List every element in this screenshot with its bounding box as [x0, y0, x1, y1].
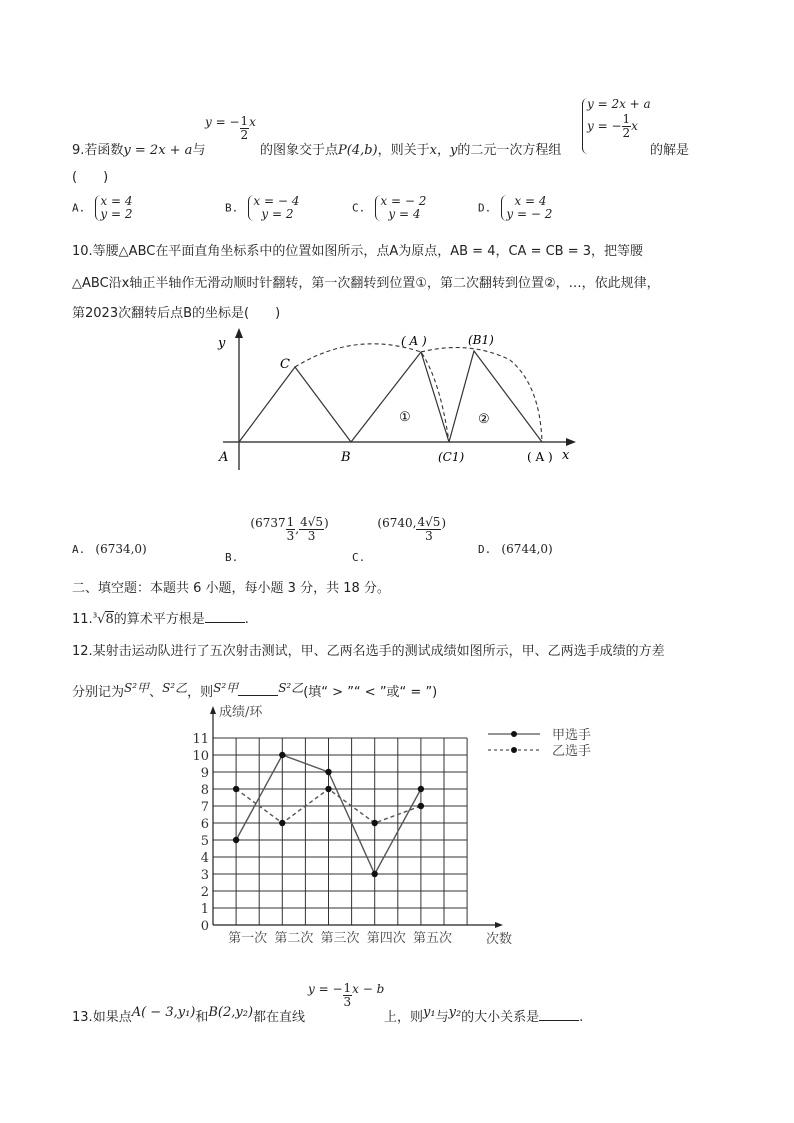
score-line-chart [190, 700, 620, 955]
x-axis-title: 次数 [486, 932, 513, 947]
fig-label-position-1: ① [399, 410, 411, 425]
data-point [372, 871, 378, 877]
question-9: 9.若函数y = 2x + a与 [72, 143, 206, 158]
question-11: 11.$^3$√8的算术平方根是 . [72, 611, 249, 627]
data-point [233, 786, 239, 792]
fig-label-position-2: ② [478, 412, 490, 427]
data-point [325, 769, 331, 775]
q10-line-2: △ABC沿x轴正半轴作无滑动顺时针翻转，第一次翻转到位置①，第二次翻转到位置②，…，依此规律， [72, 276, 660, 291]
section-heading-fill-in: 二、填空题：本题共 6 小题，每小题 3 分，共 18 分。 [72, 581, 390, 596]
q12-answer-blank[interactable] [238, 683, 278, 696]
legend-label: 乙选手 [552, 744, 592, 759]
legend-label: 甲选手 [552, 728, 592, 743]
svg-text:第二次: 第二次 [274, 931, 314, 946]
fig-label-b1: (B1) [468, 333, 494, 347]
data-point [279, 820, 285, 826]
y-axis-title: 成绩/环 [219, 705, 263, 720]
svg-text:9: 9 [200, 766, 209, 781]
q9-option-c[interactable]: C. x = − 2 y = 4 [352, 194, 427, 221]
q11-answer-blank[interactable] [205, 610, 245, 623]
svg-text:11: 11 [192, 732, 209, 747]
svg-text:7: 7 [200, 800, 209, 815]
fig-label-b: B [341, 450, 351, 465]
q9-function-2: y = − $\frac{1}{2}$ x [205, 114, 256, 142]
svg-text:第一次: 第一次 [228, 931, 268, 946]
q10-option-a[interactable]: A. (6734,0) [72, 542, 147, 556]
q13-line-equation: y = − $\frac{1}{3}$ x − b [308, 981, 385, 1009]
fig-label-c: C [280, 357, 290, 372]
svg-text:6: 6 [200, 817, 209, 832]
q9-point: P(4,b) [338, 143, 378, 158]
q9-answer-paren: ( ) [72, 170, 109, 185]
fig-label-x: x [562, 448, 570, 463]
fig-label-a: A [219, 450, 229, 465]
data-point [418, 803, 424, 809]
q13-answer-blank[interactable] [539, 1008, 579, 1021]
data-point [372, 820, 378, 826]
fig-label-a-top: ( A ) [401, 334, 427, 348]
svg-text:第四次: 第四次 [366, 931, 406, 946]
svg-text:第三次: 第三次 [320, 931, 360, 946]
q10-triangle-figure [200, 325, 590, 475]
data-point [279, 752, 285, 758]
q12-line-1: 12.某射击运动队进行了五次射击测试，甲、乙两名选手的测试成绩如图所示，甲、乙两选手成绩的方差 [72, 644, 665, 659]
data-point [325, 786, 331, 792]
q10-line-3: 第2023次翻转后点B的坐标是( ) [72, 306, 281, 321]
svg-text:3: 3 [200, 868, 209, 883]
q9-equation-system: y = 2x + a y = − $\frac{1}{2}$ x [582, 98, 651, 154]
q13-point-b: B(2,y₂) [208, 1005, 254, 1020]
q10-option-d[interactable]: D. (6744,0) [478, 542, 553, 556]
fig-label-a-right: ( A ) [527, 450, 553, 464]
svg-text:1: 1 [200, 902, 209, 917]
svg-text:0: 0 [200, 919, 209, 934]
svg-text:5: 5 [200, 834, 209, 849]
svg-text:4: 4 [200, 851, 209, 866]
q9-option-b[interactable]: B. x = − 4 y = 2 [225, 194, 300, 221]
question-13: 13.如果点A( − 3,y₁)和B(2,y₂)都在直线 [72, 1005, 306, 1025]
svg-text:10: 10 [192, 749, 209, 764]
q10-line-1: 10.等腰△ABC在平面直角坐标系中的位置如图所示，点A为原点，AB = 4，CA = CB = 3，把等腰 [72, 244, 644, 259]
data-point [233, 837, 239, 843]
q9-number: 9. [72, 143, 85, 158]
q10-option-b[interactable]: $_{B.}$ (6737 $\frac{1}{3}$ , $\frac{4√5}{3}$ ) [225, 515, 329, 564]
fig-label-c1: (C1) [438, 450, 465, 464]
q9-option-d[interactable]: D. x = 4 y = − 2 [478, 194, 553, 221]
q9-function-1: y = 2x + a [123, 143, 193, 158]
q12-line-2: 分别记为S²甲、S²乙，则S²甲 S²乙(填“ > ”“ < ”或“ = ”) [72, 681, 438, 700]
svg-text:2: 2 [200, 885, 209, 900]
q9-option-a[interactable]: A. x = 4 y = 2 [72, 194, 133, 221]
radical-sign-icon: √ [97, 612, 106, 627]
q10-option-c[interactable]: $_{C.}$ (6740, $\frac{4√5}{3}$ ) [352, 515, 447, 564]
svg-text:8: 8 [200, 783, 209, 798]
fig-label-y: y [218, 336, 226, 351]
q13-point-a: A( − 3,y₁) [131, 1005, 196, 1020]
data-point [418, 786, 424, 792]
svg-text:第五次: 第五次 [412, 931, 452, 946]
